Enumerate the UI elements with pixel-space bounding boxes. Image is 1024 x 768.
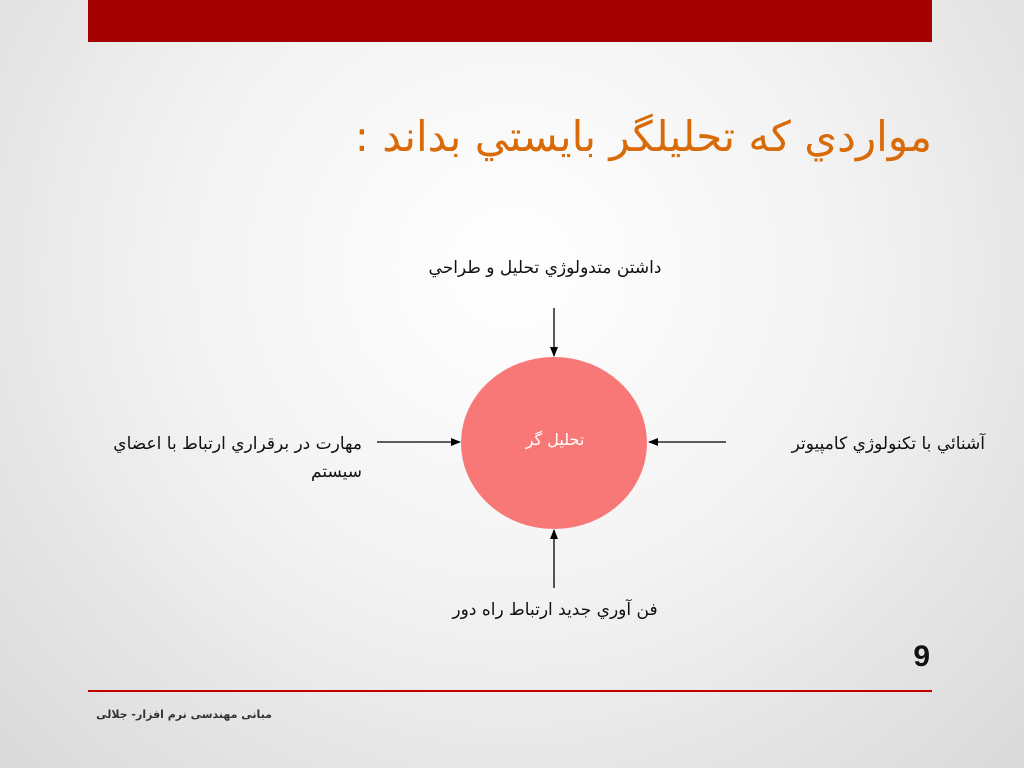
- slide-title: مواردي كه تحليلگر بايستي بداند :: [354, 112, 932, 161]
- footer-text: مبانی مهندسی نرم افزار- جلالی: [96, 708, 272, 721]
- computer-technology-label: آشنائي با تكنولوژي كامپيوتر: [791, 434, 985, 454]
- methodology-label: داشتن متدولوژي تحليل و طراحي: [428, 258, 662, 278]
- footer-divider: [88, 690, 932, 692]
- analyst-label: تحليل گر: [525, 430, 585, 449]
- telecommunication-label: فن آوري جديد ارتباط راه دور: [452, 600, 658, 620]
- communication-skill-label: مهارت در برقراري ارتباط با اعضاي سيستم: [113, 434, 362, 482]
- page-number: 9: [913, 640, 930, 673]
